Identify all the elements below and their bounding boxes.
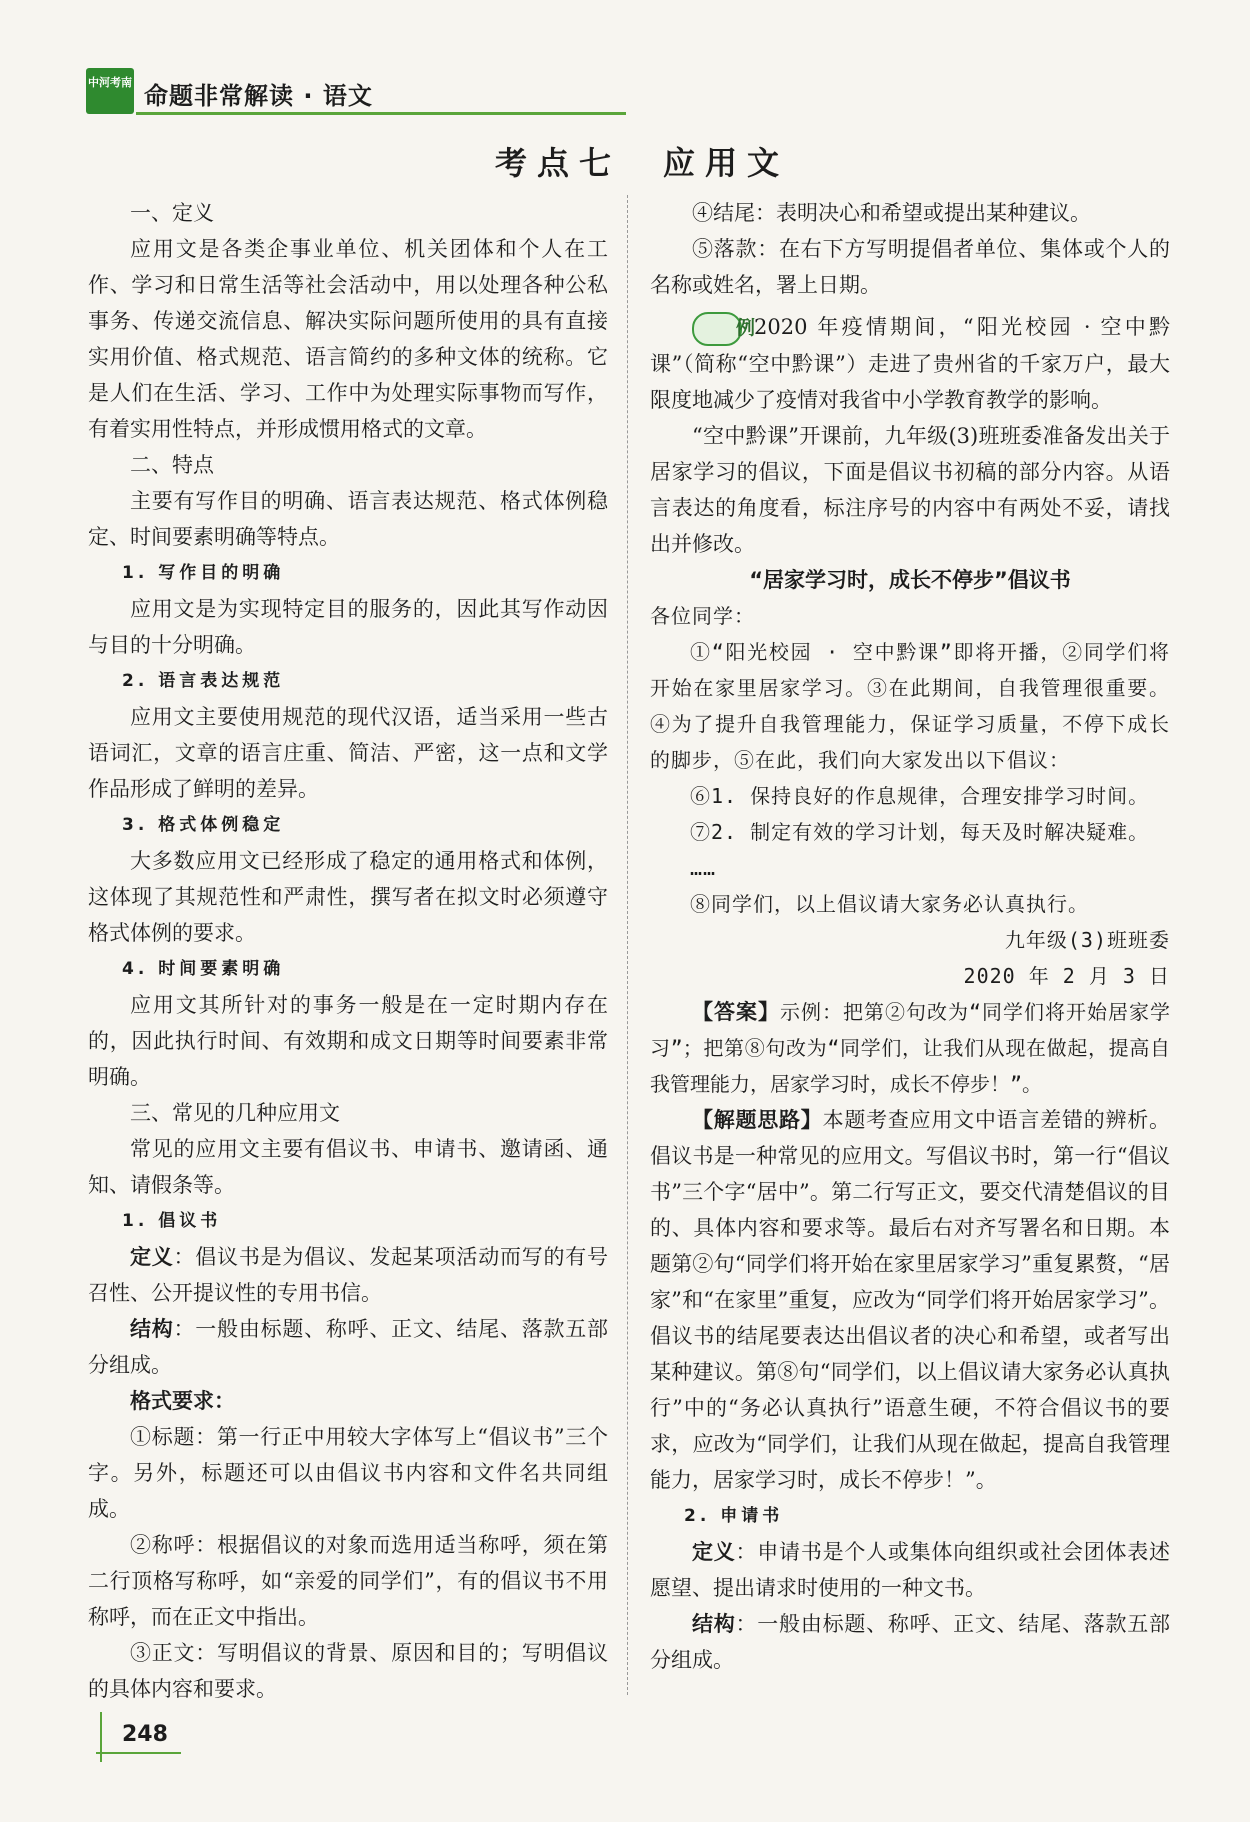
example-text: 2020 年疫情期间，“阳光校园 · 空中黔课”（简称“空中黔课”）走进了贵州省的千家万户，最大限度地减少了疫情对我省中小学教育教学的影响。 [650,315,1170,412]
footer-tick [100,1712,102,1762]
format-item-3: ③正文：写明倡议的背景、原因和目的；写明倡议的具体内容和要求。 [88,1641,608,1701]
book-title: 命题非常解读 · 语文 [144,82,373,110]
structure-label: 结构 [692,1611,736,1636]
answer-label: 【答案】 [692,999,780,1024]
definition-heading: 一、定义 [130,201,214,225]
footer-rule [96,1752,181,1754]
letter-ellipsis: …… [690,855,717,880]
format-item-2: ②称呼：根据倡议的对象而选用适当称呼，须在第二行顶格写称呼，如“亲爱的同学们”，有的倡议书不用称呼，而在正文中指出。 [88,1533,608,1629]
features-heading: 二、特点 [130,453,214,477]
letter-paragraph: ①“阳光校园 · 空中黔课”即将开播，②同学们将开始在家里居家学习。③在此期间，自我管理很重要。④为了提升自我管理能力，保证学习质量，不停下成长的脚步，⑤在此，我们向大家发出以下倡议： [650,639,1170,772]
feature-1-text: 应用文是为实现特定目的服务的，因此其写作动因与目的十分明确。 [88,597,608,657]
right-column [650,195,1170,1678]
section-title: 考点七 应用文 [495,144,790,182]
type-1-heading: 1. 倡议书 [122,1211,222,1231]
analysis-text: 本题考查应用文中语言差错的辨析。倡议书是一种常见的应用文。写倡议书时，第一行“倡议书”三个字“居中”。第二行写正文，要交代清楚倡议的目的、具体内容和要求等。最后右对齐写署名和日期。本题第②句“同学们将开始在家里居家学习”重复累赘，“居家”和“在家里”重复，应改为“同学们将开始居家学习”。倡议书的结尾要表达出倡议者的决心和希望，或者写出某种建议。第⑧句“同学们，以上倡议请大家务必认真执行”中的“务必认真执行”语意生硬，不符合倡议书的要求，应改为“同学们，让我们从现在做起，提高自我管理能力，居家学习时，成长不停步！”。 [650,1107,1171,1492]
feature-1-heading: 1. 写作目的明确 [122,563,285,583]
letter-date: 2020 年 2 月 3 日 [963,963,1170,988]
structure-body: ：一般由标题、称呼、正文、结尾、落款五部分组成。 [88,1317,609,1377]
example-badge: 例 [692,312,742,346]
definition-label: 定义 [692,1539,736,1564]
structure-body: ：一般由标题、称呼、正文、结尾、落款五部分组成。 [650,1611,1171,1672]
definition-body: ：倡议书是为倡议、发起某项活动而写的有号召性、公开提议性的专用书信。 [88,1245,609,1305]
type-2-definition [650,1534,1170,1606]
left-column [88,195,608,1707]
page-number: 248 [122,1722,168,1747]
type-1-structure [88,1311,608,1383]
letter-item-8: ⑧同学们，以上倡议请大家务必认真执行。 [690,891,1089,916]
answer-text: 示例：把第②句改为“同学们将开始居家学习”；把第⑧句改为“同学们，让我们从现在做起，提高自我管理能力，居家学习时，成长不停步！”。 [650,999,1171,1096]
answer-paragraph [650,994,1170,1102]
column-divider [627,195,628,1695]
letter-body [650,598,1170,994]
feature-2-text: 应用文主要使用规范的现代汉语，适当采用一些古语词汇，文章的语言庄重、简洁、严密，这一点和文学作品形成了鲜明的差异。 [88,705,608,801]
type-2-heading: 2. 申请书 [684,1505,784,1526]
feature-3-text: 大多数应用文已经形成了稳定的通用格式和体例，这体现了其规范性和严肃性，撰写者在拟文时必须遵守格式体例的要求。 [88,849,608,945]
type-1-definition [88,1239,608,1311]
definition-body: ：申请书是个人或集体向组织或社会团体表述愿望、提出请求时使用的一种文书。 [650,1539,1171,1600]
book-logo: 中河考南 [86,68,134,114]
format-heading: 格式要求： [130,1389,235,1413]
features-text: 主要有写作目的明确、语言表达规范、格式体例稳定、时间要素明确等特点。 [88,489,608,549]
letter-signature: 九年级(3)班班委 [1004,927,1170,952]
feature-2-heading: 2. 语言表达规范 [122,671,285,691]
definition-text: 应用文是各类企事业单位、机关团体和个人在工作、学习和日常生活等社会活动中，用以处理各种公私事务、传递交流信息、解决实际问题所使用的具有直接实用价值、格式规范、语言简约的多种文体的统称。它是人们在生活、学习、工作中为处理实际事物而写作，有着实用性特点，并形成惯用格式的文章。 [88,237,608,441]
analysis-label: 【解题思路】 [692,1107,823,1132]
analysis-paragraph [650,1102,1170,1498]
letter-item-6: ⑥1. 保持良好的作息规律，合理安排学习时间。 [690,783,1150,808]
feature-4-text: 应用文其所针对的事务一般是在一定时期内存在的，因此执行时间、有效期和成文日期等时间要素非常明确。 [88,993,608,1089]
letter-title: “居家学习时，成长不停步”倡议书 [749,567,1071,592]
feature-4-heading: 4. 时间要素明确 [122,959,285,979]
structure-label: 结构 [130,1317,174,1341]
types-text: 常见的应用文主要有倡议书、申请书、邀请函、通知、请假条等。 [88,1137,608,1197]
format-item-4: ④结尾：表明决心和希望或提出某种建议。 [692,201,1091,225]
definition-label: 定义 [130,1245,174,1269]
example-text-2: “空中黔课”开课前，九年级(3)班班委准备发出关于居家学习的倡议，下面是倡议书初稿的部分内容。从语言表达的角度看，标注序号的内容中有两处不妥，请找出并修改。 [650,423,1170,556]
format-item-5: ⑤落款：在右下方写明提倡者单位、集体或个人的名称或姓名，署上日期。 [650,237,1170,297]
feature-3-heading: 3. 格式体例稳定 [122,815,285,835]
page-header [86,68,626,118]
types-heading: 三、常见的几种应用文 [130,1101,340,1125]
letter-greeting: 各位同学： [650,603,755,628]
letter-item-7: ⑦2. 制定有效的学习计划，每天及时解决疑难。 [690,819,1150,844]
type-2-structure [650,1606,1170,1678]
example-paragraph [650,309,1170,418]
format-item-1: ①标题：第一行正中用较大字体写上“倡议书”三个字。另外，标题还可以由倡议书内容和文件名共同组成。 [88,1425,608,1521]
header-rule [136,112,626,115]
